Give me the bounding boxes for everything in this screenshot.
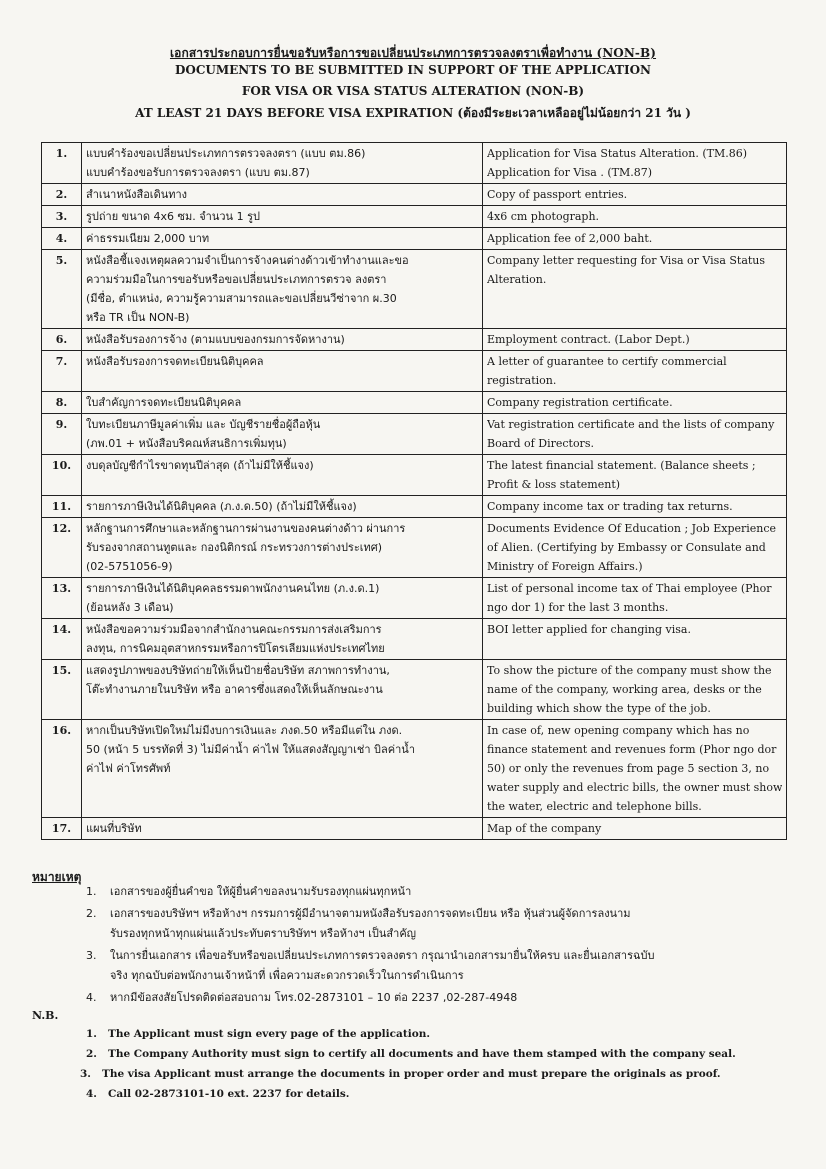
row-number: 9. — [42, 414, 82, 455]
table-row — [42, 206, 787, 228]
english-line: A letter of guarantee to certify commercial — [487, 355, 727, 368]
thai-line: หนังสือรับรองการจดทะเบียนนิติบุคคล — [86, 355, 264, 368]
english-line: Board of Directors. — [487, 437, 594, 450]
table-row — [42, 143, 787, 184]
thai-line: รายการภาษีเงินได้นิติบุคคลธรรมดาพนักงานคนไทย (ภ.ง.ด.1) — [86, 582, 380, 595]
english-line: water supply and electric bills, the owner must show — [487, 781, 782, 794]
row-thai-text — [82, 184, 483, 206]
row-number: 13. — [42, 578, 82, 619]
english-line: Application fee of 2,000 baht. — [487, 232, 653, 245]
english-line: The latest financial statement. (Balance sheets ; — [487, 459, 756, 472]
thai-line — [86, 699, 478, 718]
note-line: เอกสารของผู้ยื่นคำขอ ให้ผู้ยื่นคำขอลงนามรับรองทุกแผ่นทุกหน้า — [110, 885, 412, 898]
table-row — [42, 228, 787, 250]
table-row — [42, 250, 787, 329]
english-note-item — [86, 1028, 430, 1040]
row-number: 3. — [42, 206, 82, 228]
row-english-text — [483, 351, 787, 392]
row-number: 7. — [42, 351, 82, 392]
row-thai-text — [82, 329, 483, 351]
english-line: BOI letter applied for changing visa. — [487, 623, 691, 636]
table-row — [42, 660, 787, 720]
row-english-text — [483, 329, 787, 351]
thai-line: แบบคำร้องขอรับการตรวจลงตรา (แบบ ตม.87) — [86, 166, 310, 179]
notes-en-title: N.B. — [32, 1009, 59, 1022]
note-number: 4. — [86, 991, 97, 1004]
english-line: Ministry of Foreign Affairs.) — [487, 560, 643, 573]
row-number: 4. — [42, 228, 82, 250]
row-thai-text — [82, 351, 483, 392]
row-thai-text — [82, 414, 483, 455]
thai-line: โต๊ะทำงานภายในบริษัท หรือ อาคารซึ่งแสดงให้เห็นลักษณะงาน — [86, 683, 383, 696]
thai-line: ใบสำคัญการจดทะเบียนนิติบุคคล — [86, 396, 242, 409]
thai-line: แผนที่บริษัท — [86, 822, 142, 835]
row-thai-text — [82, 228, 483, 250]
row-number: 16. — [42, 720, 82, 818]
english-line: Copy of passport entries. — [487, 188, 628, 201]
row-number: 11. — [42, 496, 82, 518]
table-row — [42, 455, 787, 496]
row-thai-text — [82, 518, 483, 578]
note-text: The Applicant must sign every page of the application. — [108, 1028, 430, 1040]
table-row — [42, 392, 787, 414]
thai-line: แบบคำร้องขอเปลี่ยนประเภทการตรวจลงตรา (แบบ ตม.86) — [86, 147, 366, 160]
note-number: 3. — [86, 949, 97, 962]
row-english-text — [483, 392, 787, 414]
row-thai-text — [82, 392, 483, 414]
title-line-4: AT LEAST 21 DAYS BEFORE VISA EXPIRATION (ต้องมีระยะเวลาเหลืออยู่ไม่น้อยกว่า 21 วัน ) — [135, 106, 691, 120]
english-line: Application for Visa Status Alteration. (TM.86) — [487, 147, 748, 160]
row-number: 5. — [42, 250, 82, 329]
english-line: Profit & loss statement) — [487, 478, 621, 491]
english-note-item — [86, 1088, 349, 1100]
row-number: 8. — [42, 392, 82, 414]
thai-line: หลักฐานการศึกษาและหลักฐานการผ่านงานของคนต่างด้าว ผ่านการ — [86, 522, 406, 535]
english-note-item — [86, 1048, 736, 1060]
english-line: Vat registration certificate and the lists of company — [487, 418, 775, 431]
thai-note-item — [86, 946, 786, 986]
table-row — [42, 351, 787, 392]
thai-note-item — [86, 904, 786, 944]
row-number: 6. — [42, 329, 82, 351]
thai-line: ค่าไฟ ค่าโทรศัพท์ — [86, 762, 171, 775]
english-line: Employment contract. (Labor Dept.) — [487, 333, 690, 346]
thai-line: แสดงรูปภาพของบริษัทถ่ายให้เห็นป้ายชื่อบริษัท สภาพการทำงาน, — [86, 664, 390, 677]
thai-line: รายการภาษีเงินได้นิติบุคคล (ภ.ง.ด.50) (ถ้าไม่มีให้ชี้แจง) — [86, 500, 357, 513]
note-line: เอกสารของบริษัทฯ หรือห้างฯ กรรมการผู้มีอำนาจตามหนังสือรับรองการจดทะเบียน หรือ หุ้นส่วนผู้จัดการลงนาม — [110, 907, 631, 920]
row-thai-text — [82, 206, 483, 228]
english-line: Map of the company — [487, 822, 602, 835]
thai-line: หรือ TR เป็น NON-B) — [86, 311, 190, 324]
english-line: Company letter requesting for Visa or Visa Status — [487, 254, 766, 267]
row-thai-text — [82, 250, 483, 329]
table-row — [42, 518, 787, 578]
row-thai-text — [82, 455, 483, 496]
thai-line: (ภพ.01 + หนังสือบริคณห์สนธิการเพิ่มทุน) — [86, 437, 287, 450]
row-english-text — [483, 455, 787, 496]
english-line: Documents Evidence Of Education ; Job Experience — [487, 522, 777, 535]
row-english-text — [483, 720, 787, 818]
title-line-3: FOR VISA OR VISA STATUS ALTERATION (NON-B) — [241, 84, 585, 98]
note-line: รับรองทุกหน้าทุกแผ่นแล้วประทับตราบริษัทฯ หรือห้างฯ เป็นสำคัญ — [110, 927, 417, 940]
thai-line: ลงทุน, การนิคมอุตสาหกรรมหรือการปิโตรเลียมแห่งประเทศไทย — [86, 642, 385, 655]
row-english-text — [483, 414, 787, 455]
row-number: 17. — [42, 818, 82, 840]
row-english-text — [483, 578, 787, 619]
row-english-text — [483, 496, 787, 518]
row-english-text — [483, 518, 787, 578]
thai-line — [86, 778, 478, 797]
english-line: ngo dor 1) for the last 3 months. — [487, 601, 669, 614]
thai-line: (02-5751056-9) — [86, 560, 173, 573]
english-line: 4x6 cm photograph. — [487, 210, 600, 223]
table-row — [42, 414, 787, 455]
table-row — [42, 619, 787, 660]
row-thai-text — [82, 818, 483, 840]
notes-thai-title: หมายเหตุ — [32, 870, 82, 884]
row-english-text — [483, 660, 787, 720]
thai-note-item — [86, 988, 786, 1008]
thai-line: หนังสือรับรองการจ้าง (ตามแบบของกรมการจัดหางาน) — [86, 333, 345, 346]
row-english-text — [483, 619, 787, 660]
row-number: 2. — [42, 184, 82, 206]
thai-line: (ย้อนหลัง 3 เดือน) — [86, 601, 174, 614]
thai-line: หากเป็นบริษัทเปิดใหม่ไม่มีงบการเงินและ ภงด.50 หรือมีแต่ใน ภงด. — [86, 724, 403, 737]
thai-line — [86, 797, 478, 816]
thai-line: รูปถ่าย ขนาด 4x6 ซม. จำนวน 1 รูป — [86, 210, 260, 223]
row-number: 1. — [42, 143, 82, 184]
row-english-text — [483, 818, 787, 840]
note-text: The Company Authority must sign to certify all documents and have them stamped with the company seal. — [108, 1048, 736, 1060]
thai-line: รับรองจากสถานทูตและ กองนิติกรณ์ กระทรวงการต่างประเทศ) — [86, 541, 383, 554]
thai-line: (มีชื่อ, ตำแหน่ง, ความรู้ความสามารถและขอเปลี่ยนวีซ่าจาก ผ.30 — [86, 292, 397, 305]
requirements-table — [41, 142, 787, 840]
english-note-item — [80, 1068, 721, 1080]
note-line: หากมีข้อสงสัยโปรดติดต่อสอบถาม โทร.02-2873101 – 10 ต่อ 2237 ,02-287-4948 — [110, 991, 518, 1004]
thai-line: ความร่วมมือในการขอรับหรือขอเปลี่ยนประเภทการตรวจ ลงตรา — [86, 273, 387, 286]
row-thai-text — [82, 720, 483, 818]
thai-line: สำเนาหนังสือเดินทาง — [86, 188, 188, 201]
note-text: Call 02-2873101-10 ext. 2237 for details. — [108, 1088, 350, 1100]
english-line: finance statement and revenues form (Phor ngo dor — [487, 743, 777, 756]
row-thai-text — [82, 619, 483, 660]
note-number: 4. — [86, 1088, 97, 1100]
table-row — [42, 818, 787, 840]
note-number: 2. — [86, 1048, 97, 1060]
english-line: building which show the type of the job. — [487, 702, 711, 715]
row-english-text — [483, 184, 787, 206]
note-number: 1. — [86, 1028, 97, 1040]
row-number: 10. — [42, 455, 82, 496]
thai-line: หนังสือขอความร่วมมือจากสำนักงานคณะกรรมการส่งเสริมการ — [86, 623, 382, 636]
row-english-text — [483, 206, 787, 228]
english-line: Company registration certificate. — [487, 396, 673, 409]
row-thai-text — [82, 496, 483, 518]
note-number: 2. — [86, 907, 97, 920]
thai-line: หนังสือชี้แจงเหตุผลความจำเป็นการจ้างคนต่างด้าวเข้าทำงานและขอ — [86, 254, 409, 267]
english-line: name of the company, working area, desks or the — [487, 683, 762, 696]
table-row — [42, 496, 787, 518]
english-line: Application for Visa . (TM.87) — [487, 166, 653, 179]
row-english-text — [483, 228, 787, 250]
thai-line: ใบทะเบียนภาษีมูลค่าเพิ่ม และ บัญชีรายชื่อผู้ถือหุ้น — [86, 418, 321, 431]
english-line: List of personal income tax of Thai employee (Phor — [487, 582, 772, 595]
english-line: 50) or only the revenues from page 5 section 3, no — [487, 762, 770, 775]
thai-line: ค่าธรรมเนียม 2,000 บาท — [86, 232, 210, 245]
note-number: 1. — [86, 885, 97, 898]
table-row — [42, 720, 787, 818]
row-number: 15. — [42, 660, 82, 720]
table-row — [42, 329, 787, 351]
row-english-text — [483, 143, 787, 184]
english-line: of Alien. (Certifying by Embassy or Consulate and — [487, 541, 766, 554]
note-line: จริง ทุกฉบับต่อพนักงานเจ้าหน้าที่ เพื่อความสะดวกรวดเร็วในการดำเนินการ — [110, 969, 464, 982]
thai-line: งบดุลบัญชีกำไรขาดทุนปีล่าสุด (ถ้าไม่มีให้ชี้แจง) — [86, 459, 314, 472]
row-thai-text — [82, 660, 483, 720]
note-line: ในการยื่นเอกสาร เพื่อขอรับหรือขอเปลี่ยนประเภทการตรวจลงตรา กรุณานำเอกสารมายื่นให้ครบ และยื่นเอกสารฉบับ — [110, 949, 655, 962]
row-thai-text — [82, 578, 483, 619]
english-line: the water, electric and telephone bills. — [487, 800, 702, 813]
row-english-text — [483, 250, 787, 329]
title-line-2: DOCUMENTS TO BE SUBMITTED IN SUPPORT OF THE APPLICATION — [175, 63, 651, 77]
thai-line: 50 (หน้า 5 บรรทัดที่ 3) ไม่มีค่าน้ำ ค่าไฟ ให้แสดงสัญญาเช่า บิลค่าน้ำ — [86, 743, 415, 756]
note-number: 3. — [80, 1068, 91, 1080]
note-text: The visa Applicant must arrange the documents in proper order and must prepare the originals as proof. — [102, 1068, 721, 1080]
table-row — [42, 578, 787, 619]
thai-note-item — [86, 882, 786, 902]
table-row — [42, 184, 787, 206]
english-line: registration. — [487, 374, 557, 387]
english-line: To show the picture of the company must show the — [487, 664, 772, 677]
english-line: In case of, new opening company which has no — [487, 724, 750, 737]
row-number: 12. — [42, 518, 82, 578]
title-thai: เอกสารประกอบการยื่นขอรับหรือการขอเปลี่ยนประเภทการตรวจลงตราเพื่อทำงาน (NON-B) — [169, 46, 657, 60]
english-line: Company income tax or trading tax returns. — [487, 500, 733, 513]
row-number: 14. — [42, 619, 82, 660]
english-line: Alteration. — [487, 273, 547, 286]
row-thai-text — [82, 143, 483, 184]
